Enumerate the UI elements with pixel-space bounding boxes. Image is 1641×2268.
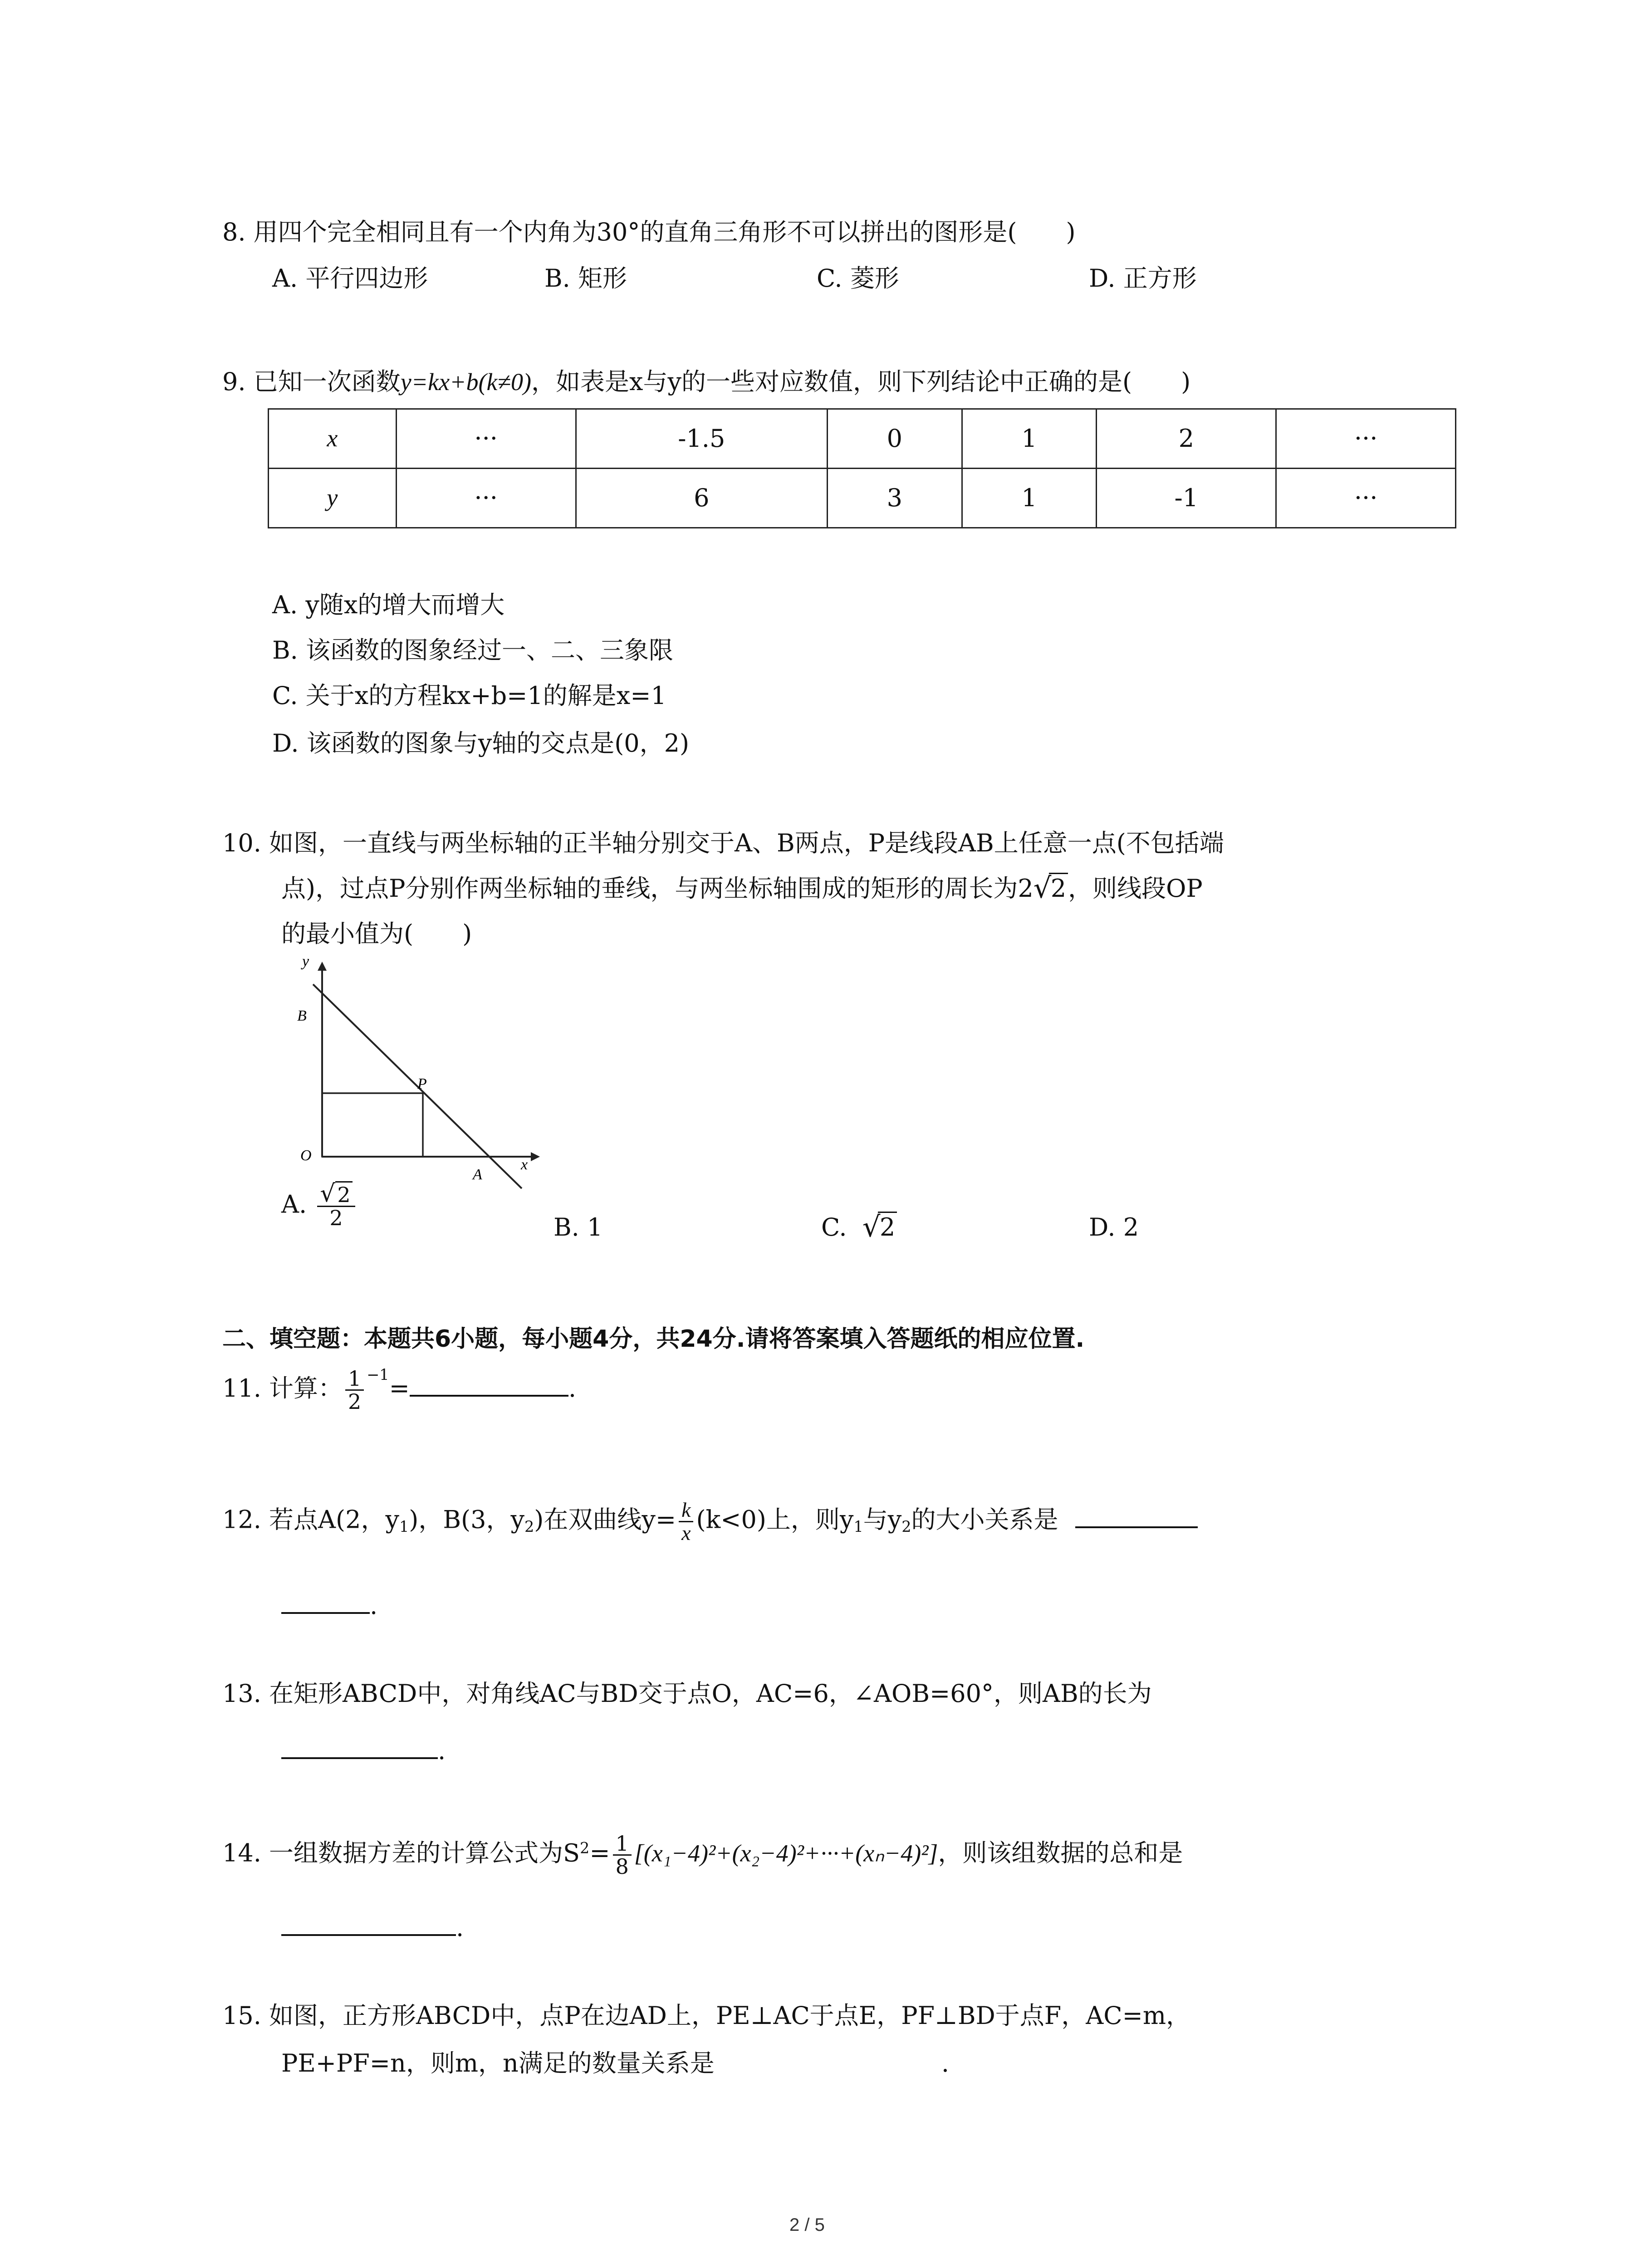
q10-option-d: D. 2 [1089,1213,1139,1242]
q14-post: ，则该组数据的总和是 [938,1838,1183,1867]
subscript: 2 [901,1518,911,1536]
fraction-numerator: 1 [345,1368,364,1391]
q11-post: = [389,1374,410,1403]
figure-label-b: B [297,1007,307,1024]
table-cell: ··· [1276,469,1456,528]
q10-option-c [821,1212,897,1243]
q9-stem-post: ，如表是x与y的一些对应数值，则下列结论中正确的是( ) [531,367,1191,396]
q12-line2 [281,1588,377,1621]
figure-label-o: O [300,1147,312,1164]
q10-option-a [281,1180,358,1231]
fraction-numerator [317,1180,355,1207]
sqrt [1034,873,1068,904]
fraction [317,1180,355,1231]
q8-option-a: A. 平行四边形 [272,264,428,293]
figure-label-y: y [302,953,309,970]
q15-line1: 15. 如图，正方形ABCD中，点P在边AD上，PE⊥AC于点E，PF⊥BD于点F，AC=m， [222,2001,1191,2030]
answer-blank [281,1910,456,1936]
q14 [222,1833,1183,1877]
q13-end: . [438,1736,446,1765]
q14-formula: [(x₁−4)²+(x₂−4)²+···+(xₙ−4)²] [634,1839,938,1867]
table-cell: y [269,469,397,528]
q12 [222,1499,1198,1544]
q9-stem [222,367,1190,398]
q12-mid3: (k<0)上，则y [696,1505,854,1534]
table-cell: 3 [827,469,962,528]
table-cell: 1 [962,409,1097,469]
fraction-numerator: k [679,1499,693,1522]
sqrt [320,1180,352,1207]
table-row [269,409,1456,469]
table-cell: ··· [396,409,576,469]
q12-end: . [370,1591,378,1620]
x-axis-arrow [531,1152,540,1161]
fraction-denominator: 2 [348,1389,362,1414]
q10-line3: 的最小值为( ) [281,919,472,948]
q9-option-a: A. y随x的增大而增大 [272,591,505,619]
q8-option-d: D. 正方形 [1089,264,1197,293]
q12-post: 的大小关系是 [911,1505,1058,1534]
q9-option-c: C. 关于x的方程kx+b=1的解是x=1 [272,681,666,710]
answer-blank [1075,1502,1198,1528]
answer-blank [281,1733,438,1759]
superscript: 2 [580,1839,590,1857]
radicand: 2 [1049,873,1068,903]
fraction-denominator: x [681,1521,691,1545]
q11 [222,1365,576,1413]
fraction [345,1368,364,1413]
radicand: 2 [335,1181,352,1207]
q14-end: . [456,1913,464,1942]
table-row [269,469,1456,528]
q10-line1: 10. 如图，一直线与两坐标轴的正半轴分别交于A、B两点，P是线段AB上任意一点(不包括端 [222,829,1224,857]
q10-option-c-label: C. [821,1213,847,1242]
q8-option-b: B. 矩形 [544,264,627,293]
q9-option-b: B. 该函数的图象经过一、二、三象限 [272,636,674,665]
table-cell: ··· [396,469,576,528]
q15-end: . [941,2049,949,2077]
q10-line2 [281,873,1203,904]
q12-mid4: 与y [863,1505,902,1534]
subscript: 2 [524,1518,534,1536]
fraction [679,1499,693,1544]
figure-label-a: A [473,1166,482,1183]
q13-line2 [281,1733,446,1766]
radical-sign: √ [1033,871,1052,904]
q9-function: y=kx+b(k≠0) [400,368,532,396]
rectangle-op [322,1093,423,1157]
figure-label-p: P [417,1075,427,1092]
table-cell: -1 [1097,469,1276,528]
q10-figure [272,953,554,1207]
q15-line2 [281,2048,949,2079]
q12-mid1: )，B(3，y [409,1505,524,1534]
q9-stem-pre: 9. 已知一次函数 [222,367,401,396]
page-number: 2 / 5 [789,2215,825,2235]
q13-stem: 13. 在矩形ABCD中，对角线AC与BD交于点O，AC=6，∠AOB=60°，则AB的长为 [222,1679,1152,1708]
section-heading: 二、填空题：本题共6小题，每小题4分，共24分.请将答案填入答题纸的相应位置. [222,1325,1085,1353]
subscript: 1 [853,1518,863,1536]
q14-eq: = [589,1838,610,1867]
q11-exponent: −1 [367,1366,389,1383]
q14-line2 [281,1910,464,1943]
q10-option-a-label: A. [281,1190,307,1219]
table-cell: 6 [576,469,827,528]
q10-option-b: B. 1 [554,1213,603,1242]
fraction [613,1833,632,1877]
q11-end: . [568,1374,577,1403]
radical-sign: √ [320,1180,335,1207]
table-cell: ··· [1276,409,1456,469]
fraction-denominator: 2 [329,1206,343,1231]
radical-sign: √ [862,1210,881,1243]
sqrt [862,1212,897,1243]
table-cell: 2 [1097,409,1276,469]
answer-blank [281,1588,370,1614]
q14-pre: 14. 一组数据方差的计算公式为S [222,1838,580,1867]
q12-pre: 12. 若点A(2，y [222,1505,399,1534]
answer-blank [410,1370,568,1397]
fraction-denominator: 8 [615,1854,629,1879]
table-cell: -1.5 [576,409,827,469]
q8-stem: 8. 用四个完全相同且有一个内角为30°的直角三角形不可以拼出的图形是( ) [222,218,1076,246]
q10-line2-post: ，则线段OP [1068,874,1203,903]
fraction-numerator: 1 [613,1833,632,1856]
figure-label-x: x [521,1156,528,1173]
q12-mid2: )在双曲线y= [534,1505,676,1534]
q9-value-table [268,408,1456,528]
q10-line2-pre: 点)，过点P分别作两坐标轴的垂线，与两坐标轴围成的矩形的周长为2 [281,874,1034,903]
subscript: 1 [399,1518,409,1536]
q9-option-d: D. 该函数的图象与y轴的交点是(0，2) [272,729,690,758]
radicand: 2 [878,1212,897,1242]
table-cell: 1 [962,469,1097,528]
q11-pre: 11. 计算： [222,1374,343,1403]
table-cell: 0 [827,409,962,469]
y-axis-arrow [318,962,327,971]
q15-line2-text: PE+PF=n，则m，n满足的数量关系是 [281,2049,715,2077]
q8-option-c: C. 菱形 [817,264,899,293]
table-cell: x [269,409,397,469]
